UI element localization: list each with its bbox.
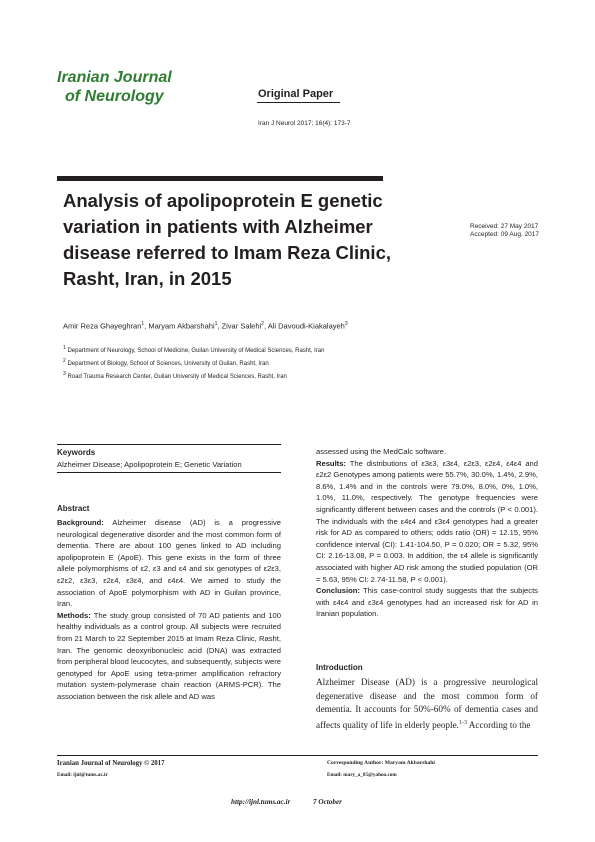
footer-journal-email[interactable]: Email: ijnl@tums.ac.ir bbox=[57, 772, 108, 778]
paper-type: Original Paper bbox=[258, 88, 334, 100]
introduction-heading: Introduction bbox=[316, 663, 363, 672]
article-title: Analysis of apolipoprotein E genetic variation in patients with Alzheimer disease referred to Imam Reza Clinic, Rasht, Iran, in 2015 bbox=[63, 190, 391, 289]
background-text: Alzheimer disease (AD) is a progressive neurological degenerative disorder and the most common form of dementia. There are about 100 genes linked to AD including apolipoprotein E (ApoE). This gene exists in the form of three allele polymorphisms of ε2, ε3 and ε4 and six genotypes of ε2ε3, ε2ε2, ε3ε3, ε2ε4, ε3ε4, and ε4ε4. We aimed to study the association of ApoE polymorphism with AD in Guilan province, Iran. bbox=[57, 518, 281, 609]
keywords-heading: Keywords bbox=[57, 448, 96, 457]
author-affiliation-mark: 1 bbox=[214, 321, 218, 327]
conclusion-text: This case-control study suggests that the subjects with ε4ε4 and ε3ε4 genotypes had an increased risk for AD in Iranian population. bbox=[316, 586, 538, 619]
journal-name-line1: Iranian Journal bbox=[57, 69, 172, 86]
journal-name-line2: of Neurology bbox=[65, 88, 164, 105]
keywords-text: Alzheimer Disease; Apolipoprotein E; Genetic Variation bbox=[57, 460, 242, 469]
author-name: Maryam Akbarshahi bbox=[148, 321, 215, 331]
author-affiliation-mark: 3 bbox=[344, 321, 348, 327]
abstract-methods bbox=[57, 610, 281, 703]
abstract-left-column bbox=[57, 517, 281, 703]
methods-continuation: assessed using the MedCalc software. bbox=[316, 447, 447, 456]
keywords-rule-bottom bbox=[57, 472, 281, 473]
affiliation: $^1$ Department of Neurology, School of Medicine, Guilan University of Medical Sciences, Rasht, Iran bbox=[63, 345, 325, 354]
results-label: Results: bbox=[316, 458, 346, 468]
journal-logo bbox=[57, 68, 207, 106]
footer-url-link[interactable]: http://ijnl.tums.ac.ir bbox=[231, 798, 291, 806]
author-name: Amir Reza Ghayeghran bbox=[63, 321, 142, 331]
results-text: The distributions of ε3ε3, ε3ε4, ε2ε3, ε2ε4, ε4ε4 and ε2ε2 Genotypes among patients were 55.7%, 30.0%, 1.4%, 2.9%, 8.6%, 1.4% and in the controls were 79.0%, 8.0%, 0%, 1.0%, 1.0%, 11.0%, respectively. The genotype frequencies were significantly different between cases and the controls (P < 0.001). The individuals with the ε4ε4 and ε3ε4 genotypes had a greater risk for AD as compared to others; odds ratio (OR) = 12.15, 95% confidence interval (CI): 1.41-104.50, P = 0.020; OR = 5.32, 95% CI: 2.16-13.08, P = 0.003. In addition, the ε4 allele is significantly associated with higher AD risk among the studied population (OR = 5.63, 95% CI: 2.74-11.58, P < 0.001). bbox=[316, 458, 538, 584]
author-name: Zivar Salehi bbox=[221, 321, 262, 331]
received-date: Received: 27 May 2017 bbox=[470, 223, 539, 230]
paper-type-underline bbox=[257, 102, 340, 103]
introduction-text: Alzheimer Disease (AD) is a progressive neurological degenerative disease and the most common form of dementia. It accounts for 50%-60% of dementia cases and affects quality of life in elderly people.$^{1-3}$ According to the bbox=[316, 677, 538, 730]
affiliation-list bbox=[63, 343, 523, 382]
conclusion-label: Conclusion: bbox=[316, 586, 360, 596]
abstract-heading: Abstract bbox=[57, 504, 90, 513]
abstract-results bbox=[316, 458, 538, 586]
abstract-right-column bbox=[316, 446, 538, 620]
methods-label: Methods: bbox=[57, 610, 91, 620]
methods-text: The study group consisted of 70 AD patients and 100 healthy individuals as a control group. All subjects were recruited from 21 March to 22 September 2015 at Imam Reza Clinic, Rasht, Iran. The genomic deoxyribonucleic acid (DNA) was extracted from peripheral blood leucocytes, and subsequently, subjects were genotyped for ApoE using tetra-primer amplification refractory mutation system-polymerase chain reaction (ARMS-PCR). The association between the risk allele and AD was bbox=[57, 610, 281, 701]
affiliation: $^3$ Road Trauma Research Center, Guilan University of Medical Sciences, Rasht, Iran bbox=[63, 371, 287, 380]
reference-mark[interactable]: 1-3 bbox=[458, 719, 467, 726]
keywords-rule-top bbox=[57, 444, 281, 445]
author-affiliation-mark: 2 bbox=[261, 321, 264, 327]
abstract-conclusion bbox=[316, 585, 538, 620]
accepted-date: Accepted: 09 Aug. 2017 bbox=[470, 231, 540, 238]
footer-author-email[interactable]: Email: mary_a_85@yahoo.com bbox=[327, 772, 397, 778]
citation: Iran J Neurol 2017; 16(4): 173-7 bbox=[258, 120, 351, 127]
title-rule bbox=[57, 176, 383, 181]
background-label: Background: bbox=[57, 518, 104, 527]
abstract-background bbox=[57, 517, 281, 610]
author-list: Amir Reza Ghayeghran$^1$, Maryam Akbarshahi$^1$, Zivar Salehi$^2$, Ali Davoudi-Kiakalayeh$^3$ bbox=[63, 321, 348, 331]
author-name: Ali Davoudi-Kiakalayeh bbox=[267, 321, 345, 331]
received-dates bbox=[470, 223, 580, 239]
author-affiliation-mark: 1 bbox=[141, 321, 145, 327]
footer-rule bbox=[57, 755, 538, 756]
footer-copyright: Iranian Journal of Neurology © 2017 bbox=[57, 760, 165, 767]
affiliation: $^2$ Department of Biology, School of Sciences, University of Guilan, Rasht, Iran bbox=[63, 358, 269, 367]
footer-corresponding-author: Corresponding Author: Maryam Akbarshahi bbox=[327, 760, 435, 766]
footer-issue-date: 7 October bbox=[313, 798, 342, 806]
